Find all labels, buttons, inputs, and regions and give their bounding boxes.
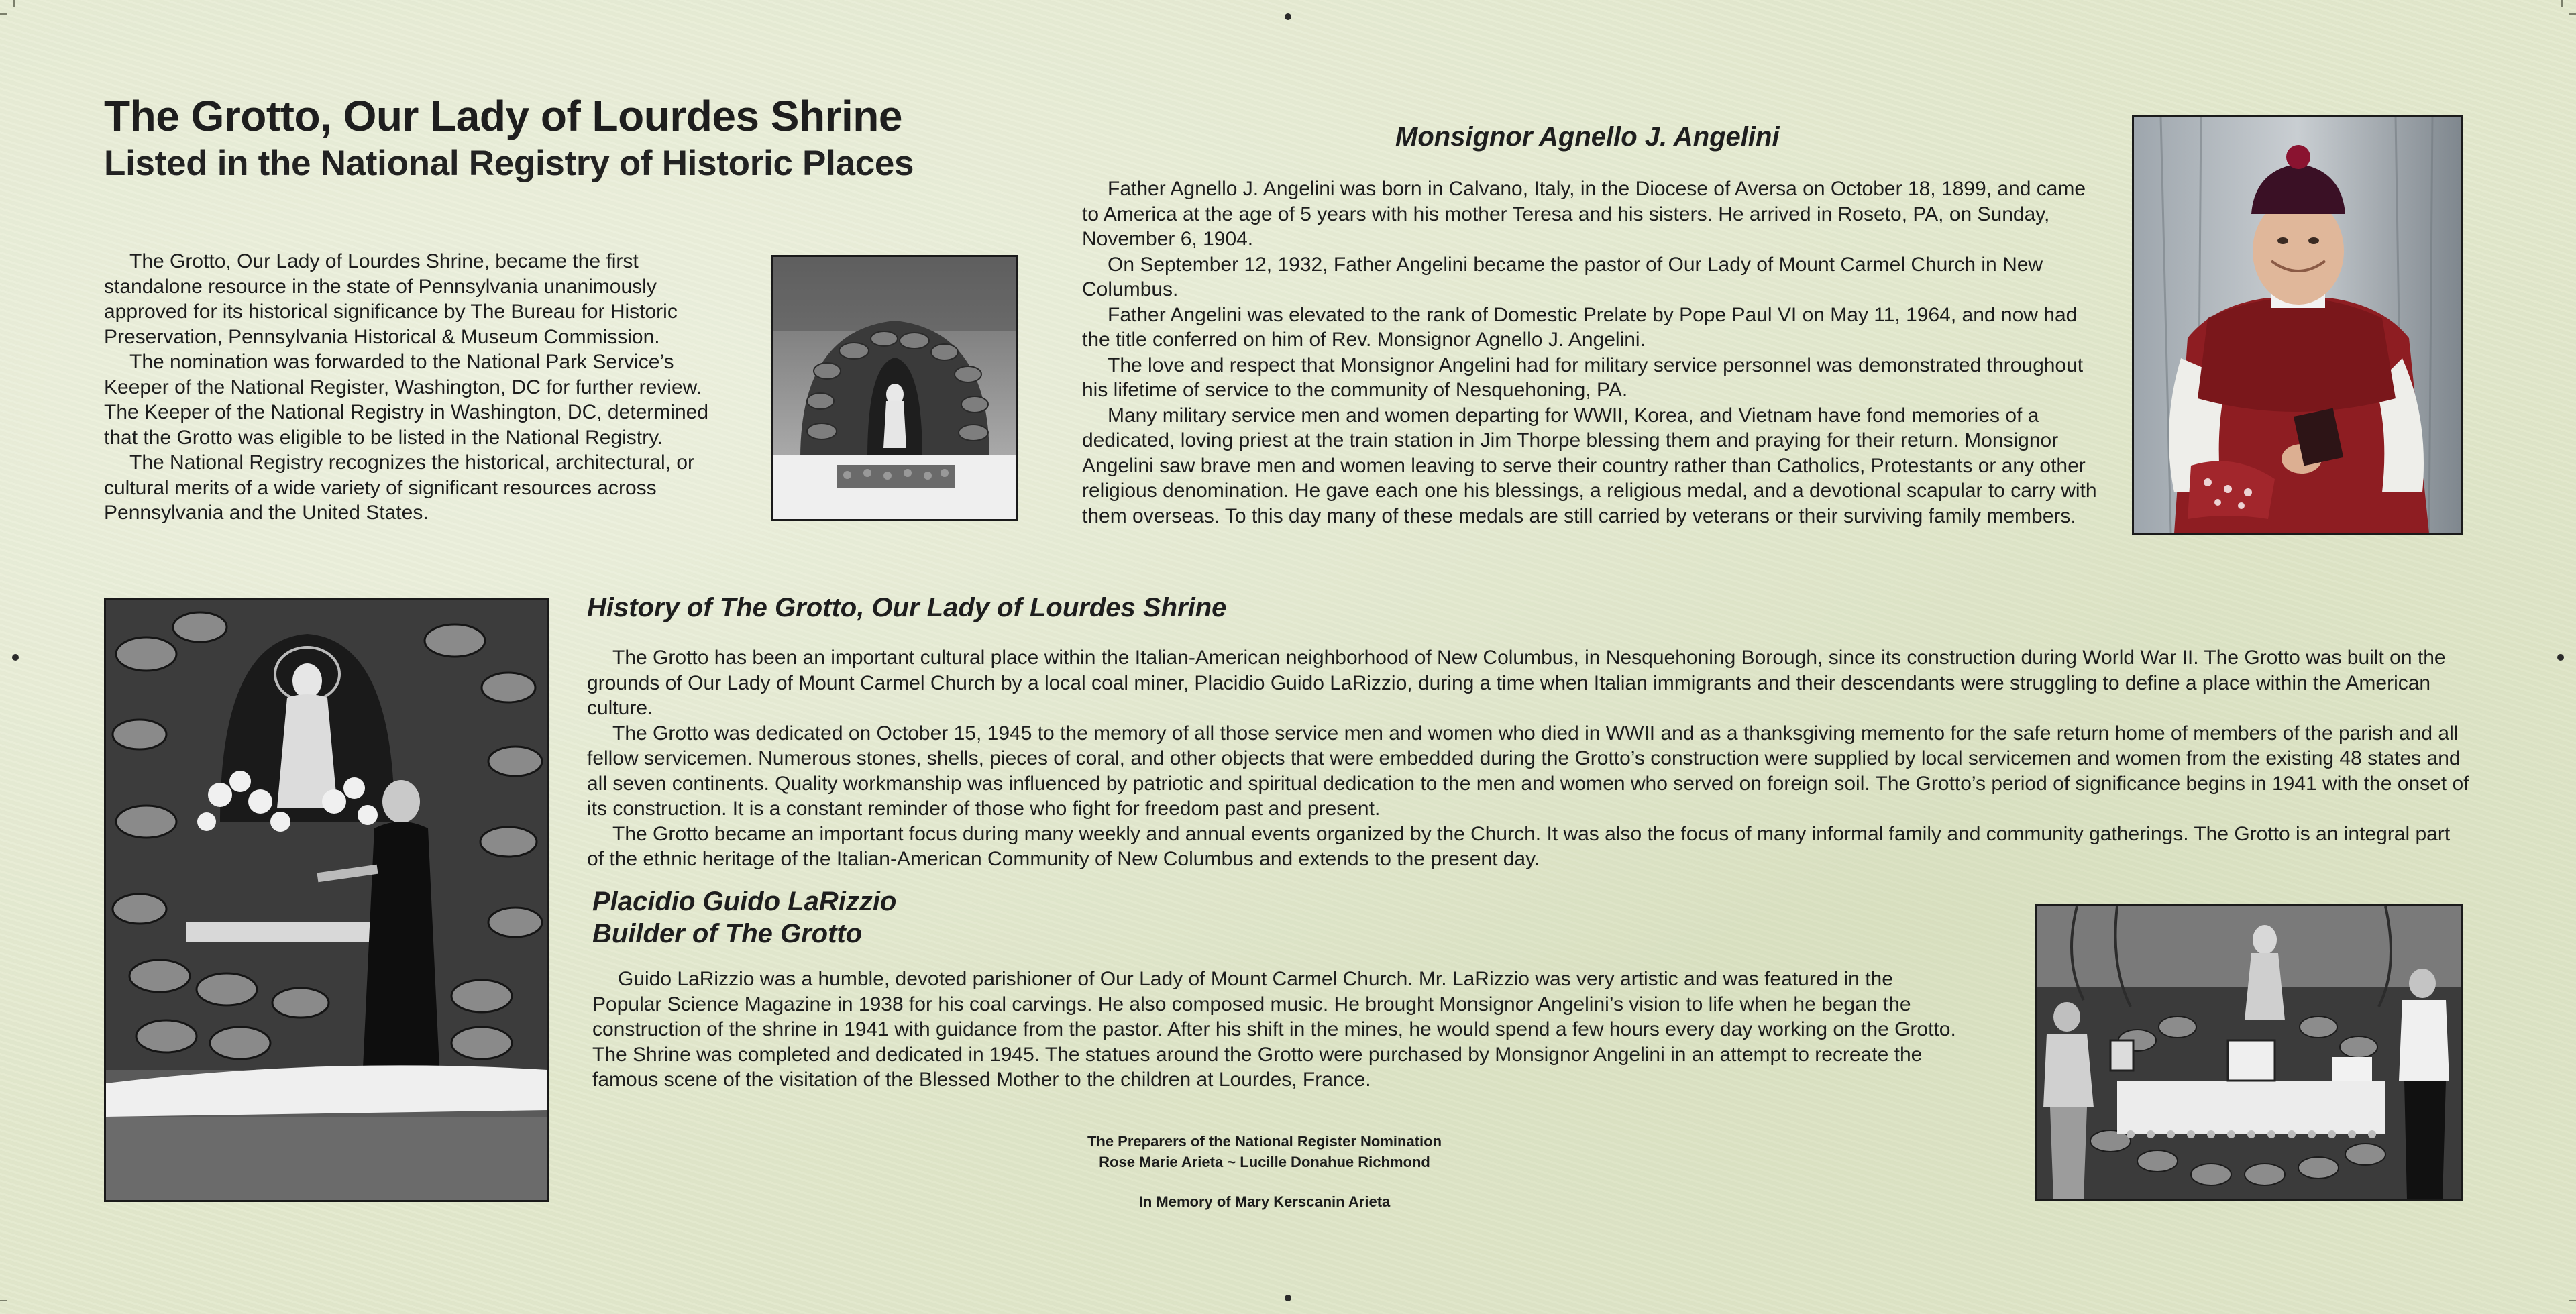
crop-tick [0, 13, 7, 15]
page-title: The Grotto, Our Lady of Lourdes Shrine [104, 92, 902, 140]
monsignor-portrait [2132, 115, 2463, 535]
builder-heading-name: Placidio Guido LaRizzio [592, 887, 897, 916]
angelini-paragraph: On September 12, 1932, Father Angelini became the pastor of Our Lady of Mount Carmel Church in New Columbus. [1082, 253, 2043, 300]
builder-heading-role: Builder of The Grotto [592, 919, 863, 948]
crop-tick [13, 0, 15, 7]
priest-at-grotto-photo [104, 598, 549, 1202]
credits [959, 1131, 1570, 1212]
intro-text [104, 249, 721, 526]
intro-paragraph: The Grotto, Our Lady of Lourdes Shrine, became the first standalone resource in the state of Pennsylvania unanimously approved for its historical significance by The Bureau for Historic Preservation, Pennsylvania Historical & Museum Commission. [104, 250, 678, 348]
history-text [587, 645, 2472, 872]
history-paragraph: The Grotto became an important focus during many weekly and annual events organized by the Church. It was also the focus of many informal family and community gatherings. The Grotto is an integral part of the ethnic heritage of the Italian-American Community of New Columbus and extends to the present day. [587, 822, 2451, 870]
grotto-winter-illustration [773, 257, 1016, 519]
crop-tick [0, 1300, 7, 1301]
history-paragraph: The Grotto has been an important cultural place within the Italian-American neighborhood of New Columbus, in Nesquehoning Borough, since its construction during World War II. The Grotto was built on the grounds of Our Lady of Mount Carmel Church by a local coal miner, Placidio Guido LaRizzio, during a time when Italian immigrants and their descendants were struggling to define a place within the American culture. [587, 647, 2446, 719]
credits-preparers-names: Rose Marie Arieta ~ Lucille Donahue Richmond [1099, 1154, 1430, 1170]
intro-paragraph: The National Registry recognizes the historical, architectural, or cultural merits of a wide variety of significant resources across Pennsylvania and the United States. [104, 451, 695, 524]
priest-at-grotto-illustration [106, 600, 547, 1200]
angelini-paragraph: The love and respect that Monsignor Angelini had for military service personnel was demonstrated throughout his lifetime of service to the community of Nesquehoning, PA. [1082, 353, 2084, 401]
builder-paragraph: Guido LaRizzio was a humble, devoted parishioner of Our Lady of Mount Carmel Church. Mr. LaRizzio was very artistic and was featured in the Popular Science Magazine in 1938 for his coal carvings. He also composed music. He brought Monsignor Angelini’s vision to life when he began the construction of the shrine in 1941 with guidance from the pastor. After his shift in the mines, he would spend a few hours every day working on the Grotto. The Shrine was completed and dedicated in 1945. The statues around the Grotto were purchased by Monsignor Angelini in an attempt to recreate the famous scene of the visitation of the Blessed Mother to the children at Lourdes, France. [592, 968, 1956, 1091]
crop-tick [2569, 13, 2576, 15]
angelini-paragraph: Father Angelini was elevated to the rank of Domestic Prelate by Pope Paul VI on May 11, 1964, and now had the title conferred on him of Rev. Monsignor Agnello J. Angelini. [1082, 303, 2078, 351]
builder-text [592, 967, 1968, 1093]
page-subtitle: Listed in the National Registry of Historic Places [104, 144, 914, 183]
angelini-heading: Monsignor Agnello J. Angelini [1395, 122, 1780, 152]
angelini-text [1082, 176, 2105, 529]
history-paragraph: The Grotto was dedicated on October 15, 1945 to the memory of all those service men and women who died in WWII and as a thanksgiving memento for the safe return home of members of the parish and all fellow servicemen. Numerous stones, shells, pieces of coral, and other objects that were embedded during the Grotto’s construction were supplied by local servicemen and women from the existing 48 states and all seven continents. Quality workmanship was influenced by patriotic and spiritual dedication to the men and women who served on foreign soil. The Grotto’s period of significance begins in 1941 with the onset of its construction. It is a constant reminder of those who fight for freedom past and present. [587, 722, 2469, 820]
grotto-group-photo [2035, 904, 2463, 1201]
credits-memorial: In Memory of Mary Kerscanin Arieta [1138, 1193, 1391, 1210]
angelini-paragraph: Father Agnello J. Angelini was born in Calvano, Italy, in the Diocese of Aversa on October 18, 1899, and came to America at the age of 5 years with his mother Teresa and his sisters. He arrived in Roseto, PA, on Sunday, November 6, 1904. [1082, 178, 2086, 250]
registration-mark-right [2557, 654, 2564, 661]
grotto-group-illustration [2037, 906, 2461, 1199]
monsignor-illustration [2134, 117, 2461, 533]
angelini-paragraph: Many military service men and women departing for WWII, Korea, and Vietnam have fond memories of a dedicated, loving priest at the train station in Jim Thorpe blessing them and praying for their return. Monsignor Angelini saw brave men and women leaving to serve their country rather than Catholics, Protestants or any other religious denomination. He gave each one his blessings, a religious medal, and a devotional scapular to carry with them overseas. To this day many of these medals are still carried by veterans or their surviving family members. [1082, 404, 2097, 527]
registration-mark-top [1285, 13, 1291, 20]
crop-tick [2561, 0, 2563, 7]
credits-preparers-title: The Preparers of the National Register Nomination [1087, 1133, 1442, 1150]
registration-mark-left [12, 654, 19, 661]
registration-mark-bottom [1285, 1295, 1291, 1301]
crop-tick [2569, 1300, 2576, 1301]
intro-paragraph: The nomination was forwarded to the National Park Service’s Keeper of the National Register, Washington, DC for further review. The Keeper of the National Registry in Washington, DC, determined that the Grotto was eligible to be listed in the National Registry. [104, 351, 709, 449]
grotto-winter-photo [771, 255, 1018, 521]
history-heading: History of The Grotto, Our Lady of Lourdes Shrine [587, 593, 1227, 622]
